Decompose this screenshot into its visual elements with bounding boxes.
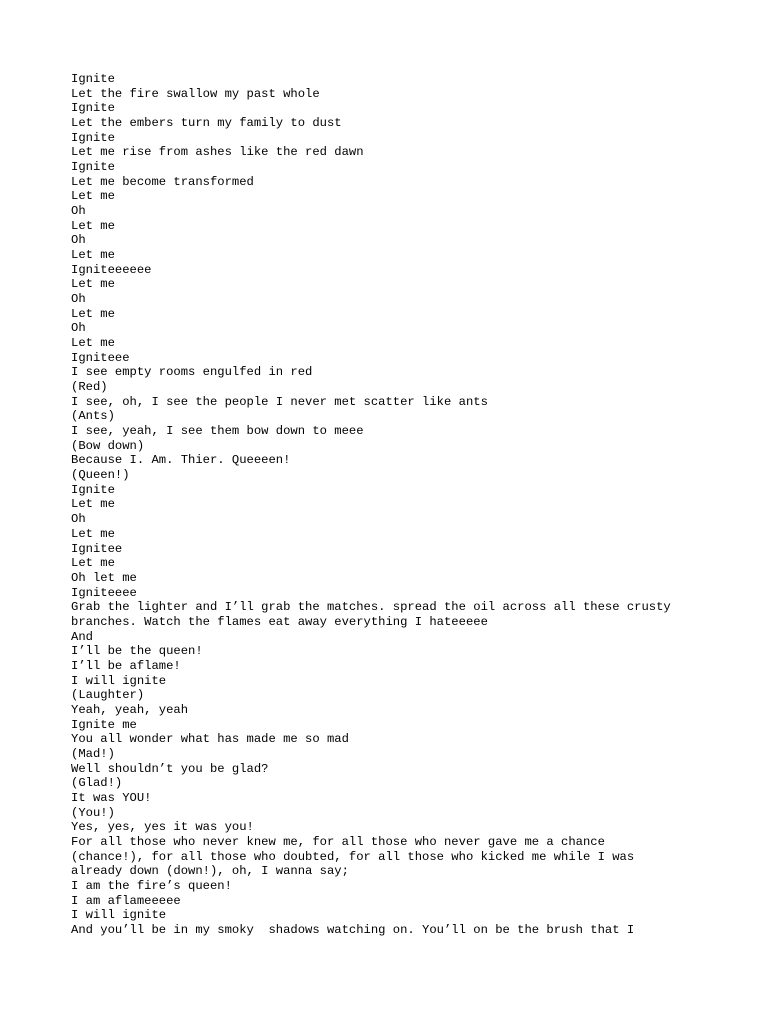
text-line: Well shouldn’t you be glad? [71, 761, 269, 776]
text-line: Ignite [71, 160, 115, 175]
text-line: Yeah, yeah, yeah [71, 702, 189, 717]
text-line: Let me rise from ashes like the red dawn [71, 145, 364, 160]
text-line: For all those who never knew me, for all those who never gave me a chance [71, 834, 605, 849]
text-line: I see empty rooms engulfed in red [71, 365, 313, 380]
text-line: Let me [71, 556, 115, 571]
text-line: I see, oh, I see the people I never met scatter like ants [71, 394, 488, 409]
text-line: Let me [71, 277, 115, 292]
text-line: Ignite me [71, 717, 137, 732]
text-line: Igniteeee [71, 585, 137, 600]
text-line: Ignite [71, 130, 115, 145]
text-line: (Laughter) [71, 688, 145, 703]
text-line: Yes, yes, yes it was you! [71, 820, 254, 835]
text-line: Oh [71, 512, 86, 527]
text-line: I will ignite [71, 908, 167, 923]
text-line: You all wonder what has made me so mad [71, 732, 349, 747]
text-line: Igniteee [71, 350, 130, 365]
text-line: Ignite [71, 72, 115, 86]
text-line: (Glad!) [71, 776, 123, 791]
text-line: (Bow down) [71, 438, 145, 453]
text-line: I am aflameeeee [71, 893, 181, 908]
text-line: I’ll be the queen! [71, 644, 203, 659]
text-line: (Mad!) [71, 746, 115, 761]
text-line: Let me [71, 526, 115, 541]
text-line: Let me [71, 248, 115, 263]
text-line: (Red) [71, 380, 108, 395]
text-line: Because I. Am. Thier. Queeeen! [71, 453, 291, 468]
text-line: Oh [71, 292, 86, 307]
text-line: (Ants) [71, 409, 115, 424]
text-line: Oh [71, 233, 86, 248]
text-line: Ignite [71, 482, 115, 497]
text-line: Let me [71, 336, 115, 351]
text-line: And you’ll be in my smoky shadows watching on. You’ll on be the brush that I [71, 922, 635, 937]
text-line: I am the fire’s queen! [71, 878, 232, 893]
text-line: I will ignite [71, 673, 167, 688]
text-line: Ignite [71, 101, 115, 116]
text-line: Let the embers turn my family to dust [71, 116, 342, 131]
text-line: Let me [71, 189, 115, 204]
document-page [71, 72, 711, 938]
text-line: Igniteeeeee [71, 262, 152, 277]
text-line: I see, yeah, I see them bow down to meee [71, 424, 364, 439]
text-line: (Queen!) [71, 468, 130, 483]
text-line: Oh [71, 204, 86, 219]
text-line: And [71, 629, 93, 644]
text-line: Let me [71, 218, 115, 233]
text-line: branches. Watch the flames eat away everything I hateeeee [71, 614, 488, 629]
text-line: Let the fire swallow my past whole [71, 86, 320, 101]
text-line: It was YOU! [71, 790, 152, 805]
text-line: Let me [71, 306, 115, 321]
text-line: Oh [71, 321, 86, 336]
text-line: Oh let me [71, 570, 137, 585]
text-line: (chance!), for all those who doubted, for all those who kicked me while I was [71, 849, 635, 864]
text-line: Ignitee [71, 541, 123, 556]
text-line: already down (down!), oh, I wanna say; [71, 864, 349, 879]
text-line: I’ll be aflame! [71, 658, 181, 673]
text-line: Let me become transformed [71, 174, 254, 189]
text-line: Grab the lighter and I’ll grab the matches. spread the oil across all these crusty [71, 600, 671, 615]
text-line: (You!) [71, 805, 115, 820]
text-line: Let me [71, 497, 115, 512]
